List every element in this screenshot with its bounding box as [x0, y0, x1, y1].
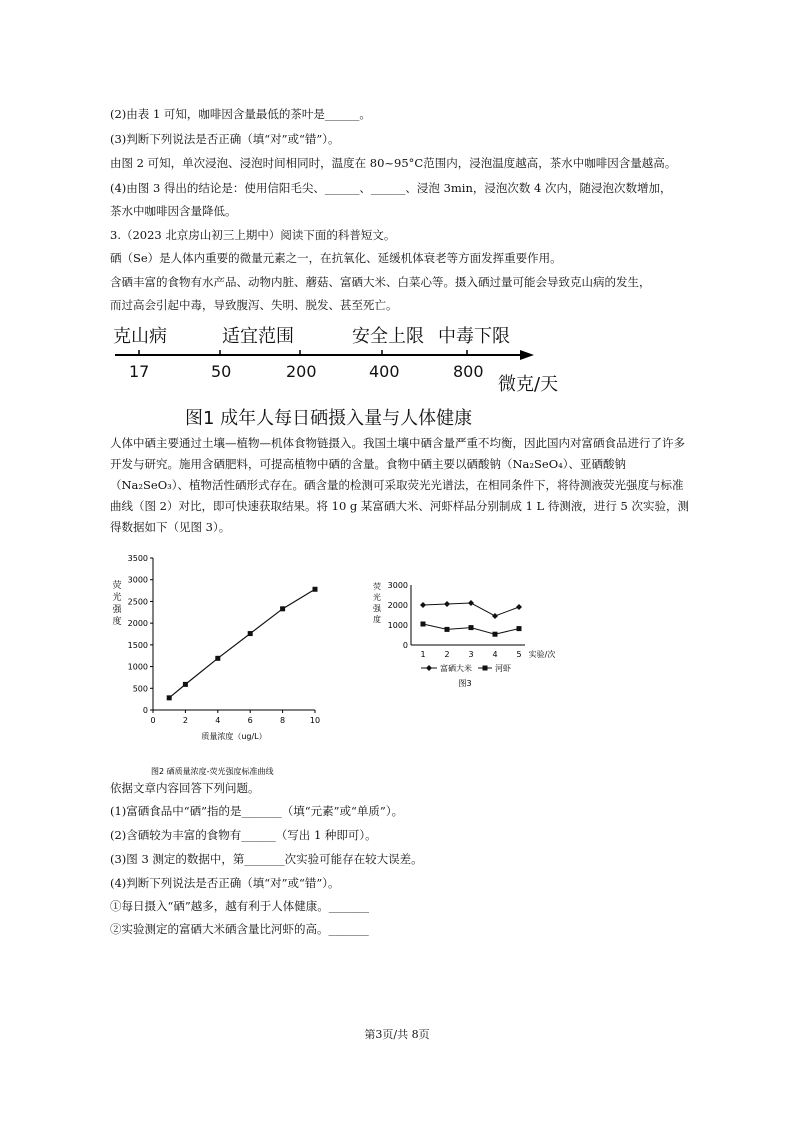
- fig2-y-tick-label: 500: [132, 684, 148, 694]
- page-footer: 第3页/共 8页: [364, 1028, 430, 1041]
- fig2-x-tick-label: 6: [247, 716, 253, 725]
- fig3-y-tick-label: 0: [402, 641, 408, 650]
- figure-2-chart: [105, 550, 345, 775]
- fig1-tick-50: 50: [211, 362, 232, 381]
- fig3-y-axis-label: 度: [373, 615, 381, 624]
- fig1-label-suitable: 适宜范围: [222, 326, 294, 347]
- fig1-tick-17: 17: [129, 362, 150, 381]
- fig2-x-tick-label: 8: [280, 716, 286, 725]
- fig3-data-point: [517, 626, 522, 631]
- fig2-data-point: [280, 606, 285, 611]
- fig3-data-point: [420, 602, 426, 608]
- fig2-y-tick-label: 1500: [127, 640, 148, 650]
- fig1-tick-200: 200: [286, 362, 317, 381]
- fig3-data-point: [516, 604, 522, 610]
- fig3-caption: 图3: [458, 679, 472, 688]
- fig1-caption: 图1 成年人每日硒摄入量与人体健康: [185, 408, 473, 429]
- fig3-data-point: [445, 627, 450, 632]
- fig2-x-tick-label: 0: [150, 716, 156, 725]
- figure-3-chart: [365, 575, 556, 695]
- fig2-y-tick-label: 1000: [127, 662, 148, 672]
- fig3-x-tick-label: 5: [516, 650, 522, 659]
- fig2-x-tick-label: 2: [182, 716, 188, 725]
- fig3-y-axis-label: 强: [373, 604, 381, 613]
- fig3-legend-marker: [483, 666, 488, 671]
- fig3-data-point: [468, 600, 474, 606]
- answer-3: (3)图 3 测定的数据中，第_______次实验可能存在较大误差。: [110, 852, 423, 866]
- fig3-data-point: [469, 625, 474, 630]
- fig2-caption: 图2 硒质量浓度-荧光强度标准曲线: [151, 767, 274, 776]
- problem-3-heading: 3.（2023 北京房山初三上期中）阅读下面的科普短文。: [110, 228, 396, 242]
- fig2-data-point: [167, 695, 172, 700]
- fig2-data-point: [313, 587, 318, 592]
- fig3-data-point: [493, 632, 498, 637]
- fig2-y-axis-label: 光: [112, 593, 122, 603]
- fig2-y-tick-label: 3500: [127, 554, 148, 563]
- paragraph-2-line2: 而过高会引起中毒，导致腹泻、失明、脱发、甚至死亡。: [110, 298, 398, 312]
- question-3: (3)判断下列说法是否正确（填“对”或“错”）。: [110, 132, 340, 146]
- answer-4b: ②实验测定的富硒大米硒含量比河虾的高。_______: [110, 922, 369, 936]
- fig2-y-tick-label: 2500: [127, 597, 148, 607]
- fig2-y-tick-label: 2000: [127, 619, 148, 629]
- fig3-data-point: [421, 622, 426, 627]
- fig2-data-point: [215, 656, 220, 661]
- fig3-x-tick-label: 2: [444, 650, 450, 659]
- fig2-y-tick-label: 0: [142, 706, 148, 715]
- paragraph-2-line1: 含硒丰富的食物有水产品、动物内脏、蘑菇、富硒大米、白菜心等。摄入硒过量可能会导致克山病的发生，: [110, 275, 651, 289]
- fig2-y-axis-label: 强: [112, 605, 122, 615]
- fig3-data-point: [492, 613, 498, 619]
- fig3-y-tick-label: 3000: [387, 581, 408, 590]
- question-3-statement: 由图 2 可知，单次浸泡、浸泡时间相同时，温度在 80~95°C范围内，浸泡温度越高，茶水中咖啡因含量越高。: [110, 156, 677, 170]
- fig2-y-axis-label: 荧: [112, 581, 122, 591]
- fig3-legend-label: 河虾: [495, 664, 511, 673]
- fig2-x-tick-label: 10: [309, 716, 321, 725]
- paragraph-1: 硒（Se）是人体内重要的微量元素之一，在抗氧化、延缓机体衰老等方面发挥重要作用。: [110, 251, 562, 265]
- fig2-y-axis-label: 度: [112, 617, 122, 627]
- fig3-x-tick-label: 3: [468, 650, 474, 659]
- ask-line: 依据文章内容回答下列问题。: [110, 781, 260, 795]
- fig2-y-tick-label: 3000: [127, 575, 148, 585]
- fig2-series-line: [169, 589, 315, 698]
- fig2-data-point: [183, 682, 188, 687]
- fig3-legend-label: 富硒大米: [440, 664, 472, 673]
- fig1-label-safe-upper: 安全上限: [352, 326, 424, 347]
- fig3-y-tick-label: 1000: [387, 621, 408, 630]
- fig3-y-axis-label: 光: [373, 593, 381, 602]
- fig3-x-tick-label: 4: [492, 650, 498, 659]
- paragraph-3: 人体中硒主要通过土壤—植物—机体食物链摄入。我国土壤中硒含量严重不均衡，因此国内对富硒食品进行了许多开发与研究。施用含硒肥料，可提高植物中硒的含量。食物中硒主要以硒酸钠（Na₂SeO₄）、亚硒酸钠（Na₂SeO₃）、植物活性硒形式存在。硒含量的检测可采取荧光光谱法，在相同条件下，将待测液荧光强度与标准曲线（图 2）对比，即可快速获取结果。将 10 g 某富硒大米、河虾样品分别制成 1 L 待测液，进行 5 次实验，测得数据如下（见图 3）。: [110, 436, 689, 534]
- fig3-data-point: [444, 601, 450, 607]
- fig3-legend-marker: [426, 665, 432, 671]
- question-4-line1: (4)由图 3 得出的结论是：使用信阳毛尖、______、______、浸泡 3min，浸泡次数 4 次内，随浸泡次数增加，: [110, 181, 672, 195]
- fig1-label-keshan: 克山病: [113, 326, 167, 347]
- fig1-tick-800: 800: [453, 362, 484, 381]
- fig3-x-axis-label: 实验/次: [528, 650, 556, 659]
- answer-4: (4)判断下列说法是否正确（填“对”或“错”）。: [110, 876, 340, 890]
- fig2-x-axis-label: 质量浓度（ug/L）: [201, 732, 267, 741]
- fig2-x-tick-label: 4: [215, 716, 221, 725]
- fig1-label-toxic-lower: 中毒下限: [438, 326, 510, 347]
- answer-2: (2)含硒较为丰富的食物有______（写出 1 种即可）。: [110, 828, 377, 842]
- answer-1: (1)富硒食品中“硒”指的是_______（填“元素”或“单质”）。: [110, 804, 404, 818]
- fig1-unit: 微克/天: [498, 374, 559, 395]
- question-4-line2: 茶水中咖啡因含量降低。: [110, 204, 237, 218]
- fig1-tick-400: 400: [369, 362, 400, 381]
- fig3-y-tick-label: 2000: [387, 601, 408, 610]
- fig3-y-axis-label: 荧: [373, 582, 381, 591]
- question-2: (2)由表 1 可知，咖啡因含量最低的茶叶是______。: [110, 107, 371, 121]
- fig2-data-point: [248, 631, 253, 636]
- fig3-x-tick-label: 1: [420, 650, 426, 659]
- answer-4a: ①每日摄入“硒”越多，越有利于人体健康。_______: [110, 899, 370, 913]
